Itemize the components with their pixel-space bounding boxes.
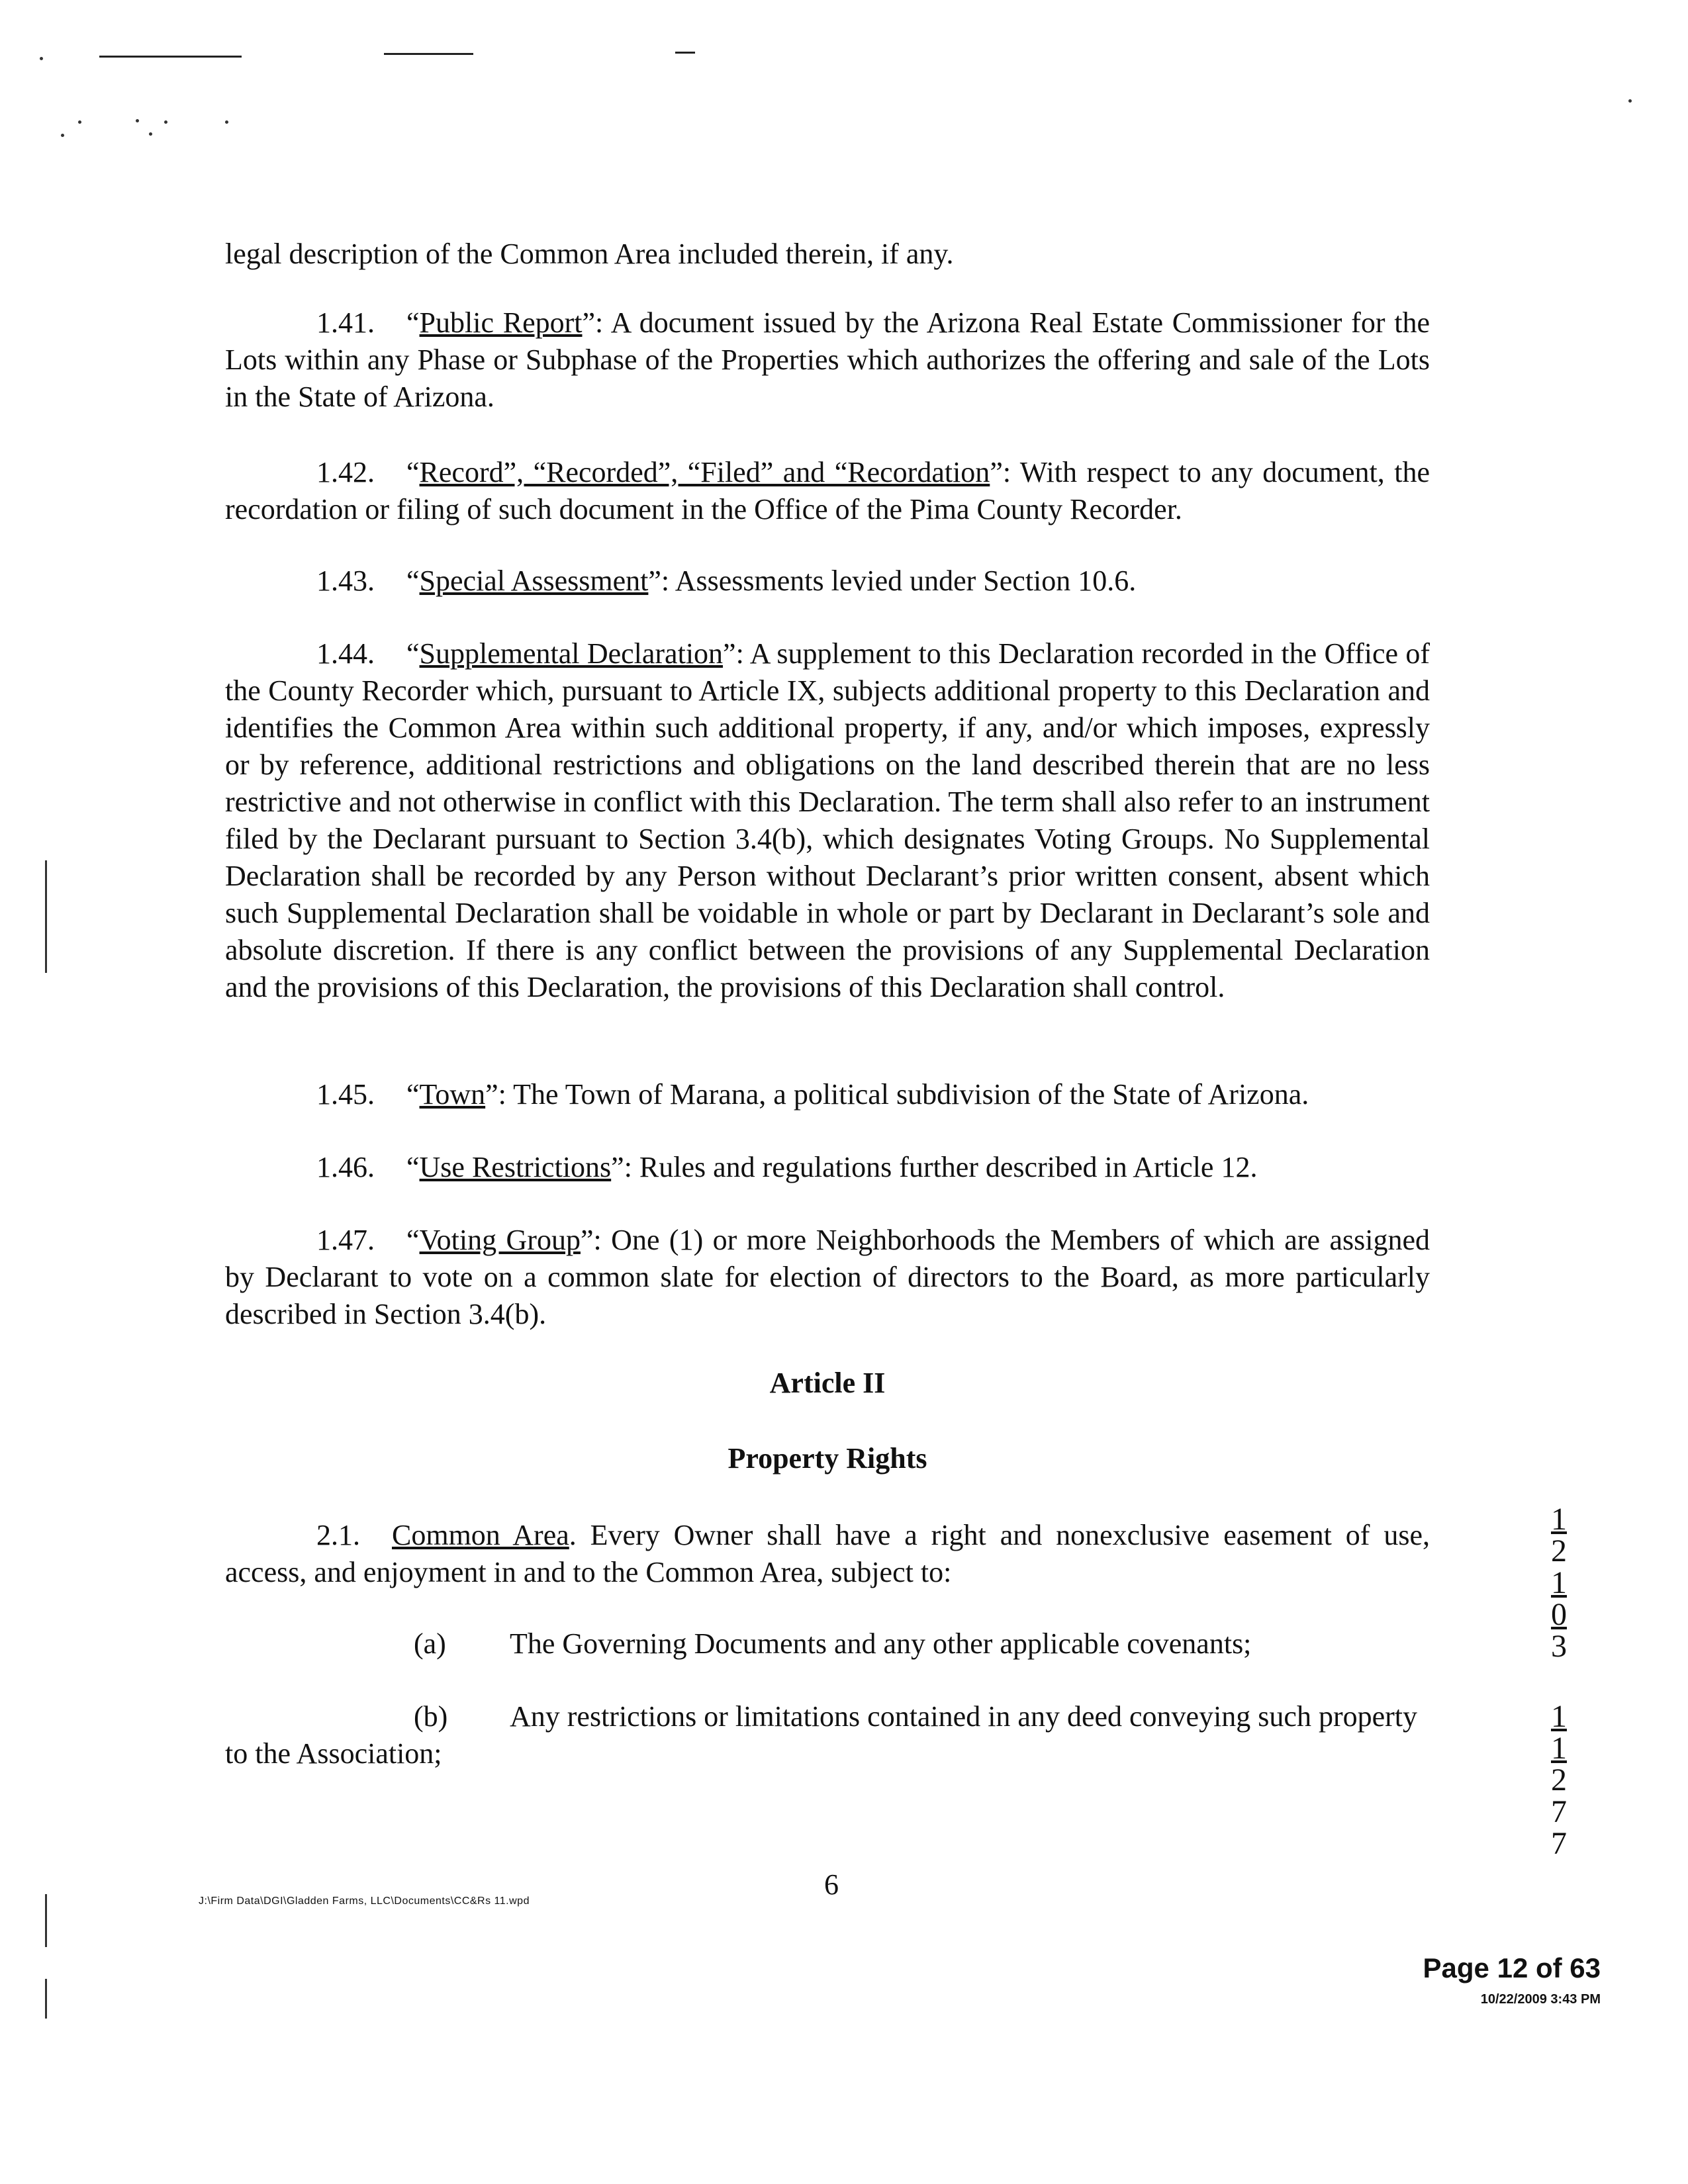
stamp-digit: 2 — [1551, 1533, 1567, 1569]
definition-term: Public Report — [419, 306, 583, 339]
scan-artifact-speck — [164, 120, 167, 124]
section-text: . Every Owner shall have a right and nonexclusive easement of use, access, and enjoyment in and to the Common Area, subject to: — [225, 1519, 1430, 1588]
stamp-digit: 2 — [1551, 1762, 1567, 1797]
stamp-digit: 1 — [1551, 1502, 1567, 1537]
scan-artifact-speck — [40, 57, 43, 60]
definition-text: : A supplement to this Declaration recorded in the Office of the County Recorder which, pursuant to Article IX, subjects additional property to this Declaration and identifies the Common Area within such additional property, if any, and/or which imposes, expressly or by reference, additional restrictions and obligations on the land described therein that are no less restrictive and not otherwise in conflict with this Declaration. The term shall also refer to an instrument filed by the Declarant pursuant to Section 3.4(b), which designates Voting Groups. No Supplemental Declaration shall be recorded by any Person without Declarant’s prior written consent, absent which such Supplemental Declaration shall be voidable in whole or part by Declarant in Declarant’s sole and absolute discretion. If there is any conflict between the provisions of any Supplemental Declaration and the provisions of this Declaration, the provisions of this Declaration shall control. — [225, 637, 1430, 1003]
scan-artifact-bar — [45, 1894, 47, 1947]
stamp-digit: 0 — [1551, 1597, 1567, 1632]
article-heading: Article II — [769, 1367, 886, 1399]
definition-text: : The Town of Marana, a political subdivision of the State of Arizona. — [498, 1078, 1309, 1111]
scan-artifact-speck — [225, 120, 228, 124]
scan-artifact-line — [384, 53, 473, 55]
stamp-digit: 1 — [1551, 1731, 1567, 1766]
scan-artifact-bar — [45, 1979, 47, 2019]
stamp-digit: 1 — [1551, 1565, 1567, 1600]
page-counter: Page 12 of 63 — [1423, 1952, 1601, 1983]
footer-file-path: J:\Firm Data\DGI\Gladden Farms, LLC\Documents\CC&Rs 11.wpd — [199, 1895, 530, 1907]
scan-artifact-speck — [149, 132, 152, 136]
scan-artifact-speck — [61, 134, 64, 137]
definition-1-46: 1.46. “Use Restrictions”: Rules and regulations further described in Article 12. — [225, 1149, 1430, 1186]
recorder-stamp — [1542, 1504, 1575, 1860]
definition-number: 1.43. — [316, 565, 375, 597]
definition-text: : A document issued by the Arizona Real Estate Commissioner for the Lots within any Phase or Subphase of the Properties which authorizes the offering and sale of the Lots in the State of Arizona. — [225, 306, 1430, 413]
definition-1-41: 1.41. “Public Report”: A document issued by the Arizona Real Estate Commissioner for the Lots within any Phase or Subphase of the Properties which authorizes the offering and sale of the Lots in the State of Arizona. — [225, 304, 1430, 416]
definition-number: 1.47. — [316, 1224, 375, 1256]
subitem-b-continuation: to the Association; — [225, 1737, 442, 1770]
scan-artifact-line — [99, 56, 242, 58]
scan-artifact-speck — [1628, 99, 1632, 103]
definition-term: Use Restrictions — [419, 1151, 612, 1183]
definition-number: 1.46. — [316, 1151, 375, 1183]
definition-number: 1.45. — [316, 1078, 375, 1111]
subitem-label: (a) — [414, 1627, 446, 1660]
article-title: Property Rights — [727, 1442, 927, 1475]
definition-text: : Rules and regulations further described in Article 12. — [624, 1151, 1258, 1183]
scan-artifact-speck — [136, 119, 139, 122]
stamp-digit: 3 — [1551, 1629, 1567, 1664]
definition-1-43: 1.43. “Special Assessment”: Assessments levied under Section 10.6. — [225, 563, 1430, 600]
opening-line: legal description of the Common Area included therein, if any. — [225, 238, 954, 270]
definition-term: Voting Group — [419, 1224, 581, 1256]
page-number: 6 — [824, 1868, 839, 1901]
subitem-label: (b) — [414, 1700, 448, 1733]
definition-term: Supplemental Declaration — [419, 637, 724, 670]
stamp-digit: 1 — [1551, 1699, 1567, 1734]
definition-number: 1.41. — [316, 306, 375, 339]
scan-artifact-bar — [45, 860, 47, 973]
page-timestamp: 10/22/2009 3:43 PM — [1480, 1992, 1601, 2007]
definition-1-45: 1.45. “Town”: The Town of Marana, a political subdivision of the State of Arizona. — [225, 1076, 1430, 1113]
definition-term: Record”, “Recorded”, “Filed” and “Recordation — [419, 456, 990, 488]
definition-text: : One (1) or more Neighborhoods the Members of which are assigned by Declarant to vote on a common slate for election of directors to the Board, as more particularly described in Section 3.4(b). — [225, 1224, 1430, 1330]
definition-term: Town — [419, 1078, 486, 1111]
definition-text: : With respect to any document, the recordation or filing of such document in the Office of the Pima County Recorder. — [225, 456, 1430, 525]
section-2-1 — [225, 1517, 1430, 1591]
scan-artifact-line — [675, 52, 695, 54]
stamp-digit: 7 — [1551, 1794, 1567, 1829]
definition-text: : Assessments levied under Section 10.6. — [661, 565, 1137, 597]
definition-1-47: 1.47. “Voting Group”: One (1) or more Neighborhoods the Members of which are assigned by Declarant to vote on a common slate for election of directors to the Board, as more particularly described in Section 3.4(b). — [225, 1222, 1430, 1333]
subitem-text: The Governing Documents and any other applicable covenants; — [510, 1627, 1252, 1660]
definition-1-44: 1.44. “Supplemental Declaration”: A supplement to this Declaration recorded in the Office of the County Recorder which, pursuant to Article IX, subjects additional property to this Declaration and identifies the Common Area within such additional property, if any, and/or which imposes, expressly or by reference, additional restrictions and obligations on the land described therein that are no less restrictive and not otherwise in conflict with this Declaration. The term shall also refer to an instrument filed by the Declarant pursuant to Section 3.4(b), which designates Voting Groups. No Supplemental Declaration shall be recorded by any Person without Declarant’s prior written consent, absent which such Supplemental Declaration shall be voidable in whole or part by Declarant in Declarant’s sole and absolute discretion. If there is any conflict between the provisions of any Supplemental Declaration and the provisions of this Declaration, the provisions of this Declaration shall control. — [225, 635, 1430, 1006]
subitem-text: Any restrictions or limitations contained in any deed conveying such property — [510, 1700, 1418, 1733]
scan-artifact-speck — [78, 120, 81, 124]
definition-number: 1.44. — [316, 637, 375, 670]
definition-1-42: 1.42. “Record”, “Recorded”, “Filed” and “Recordation”: With respect to any document, the recordation or filing of such document in the Office of the Pima County Recorder. — [225, 454, 1430, 528]
section-title: Common Area — [392, 1519, 569, 1551]
section-number: 2.1. — [316, 1519, 360, 1551]
definition-term: Special Assessment — [419, 565, 649, 597]
stamp-digit: 7 — [1551, 1826, 1567, 1861]
definition-number: 1.42. — [316, 456, 375, 488]
